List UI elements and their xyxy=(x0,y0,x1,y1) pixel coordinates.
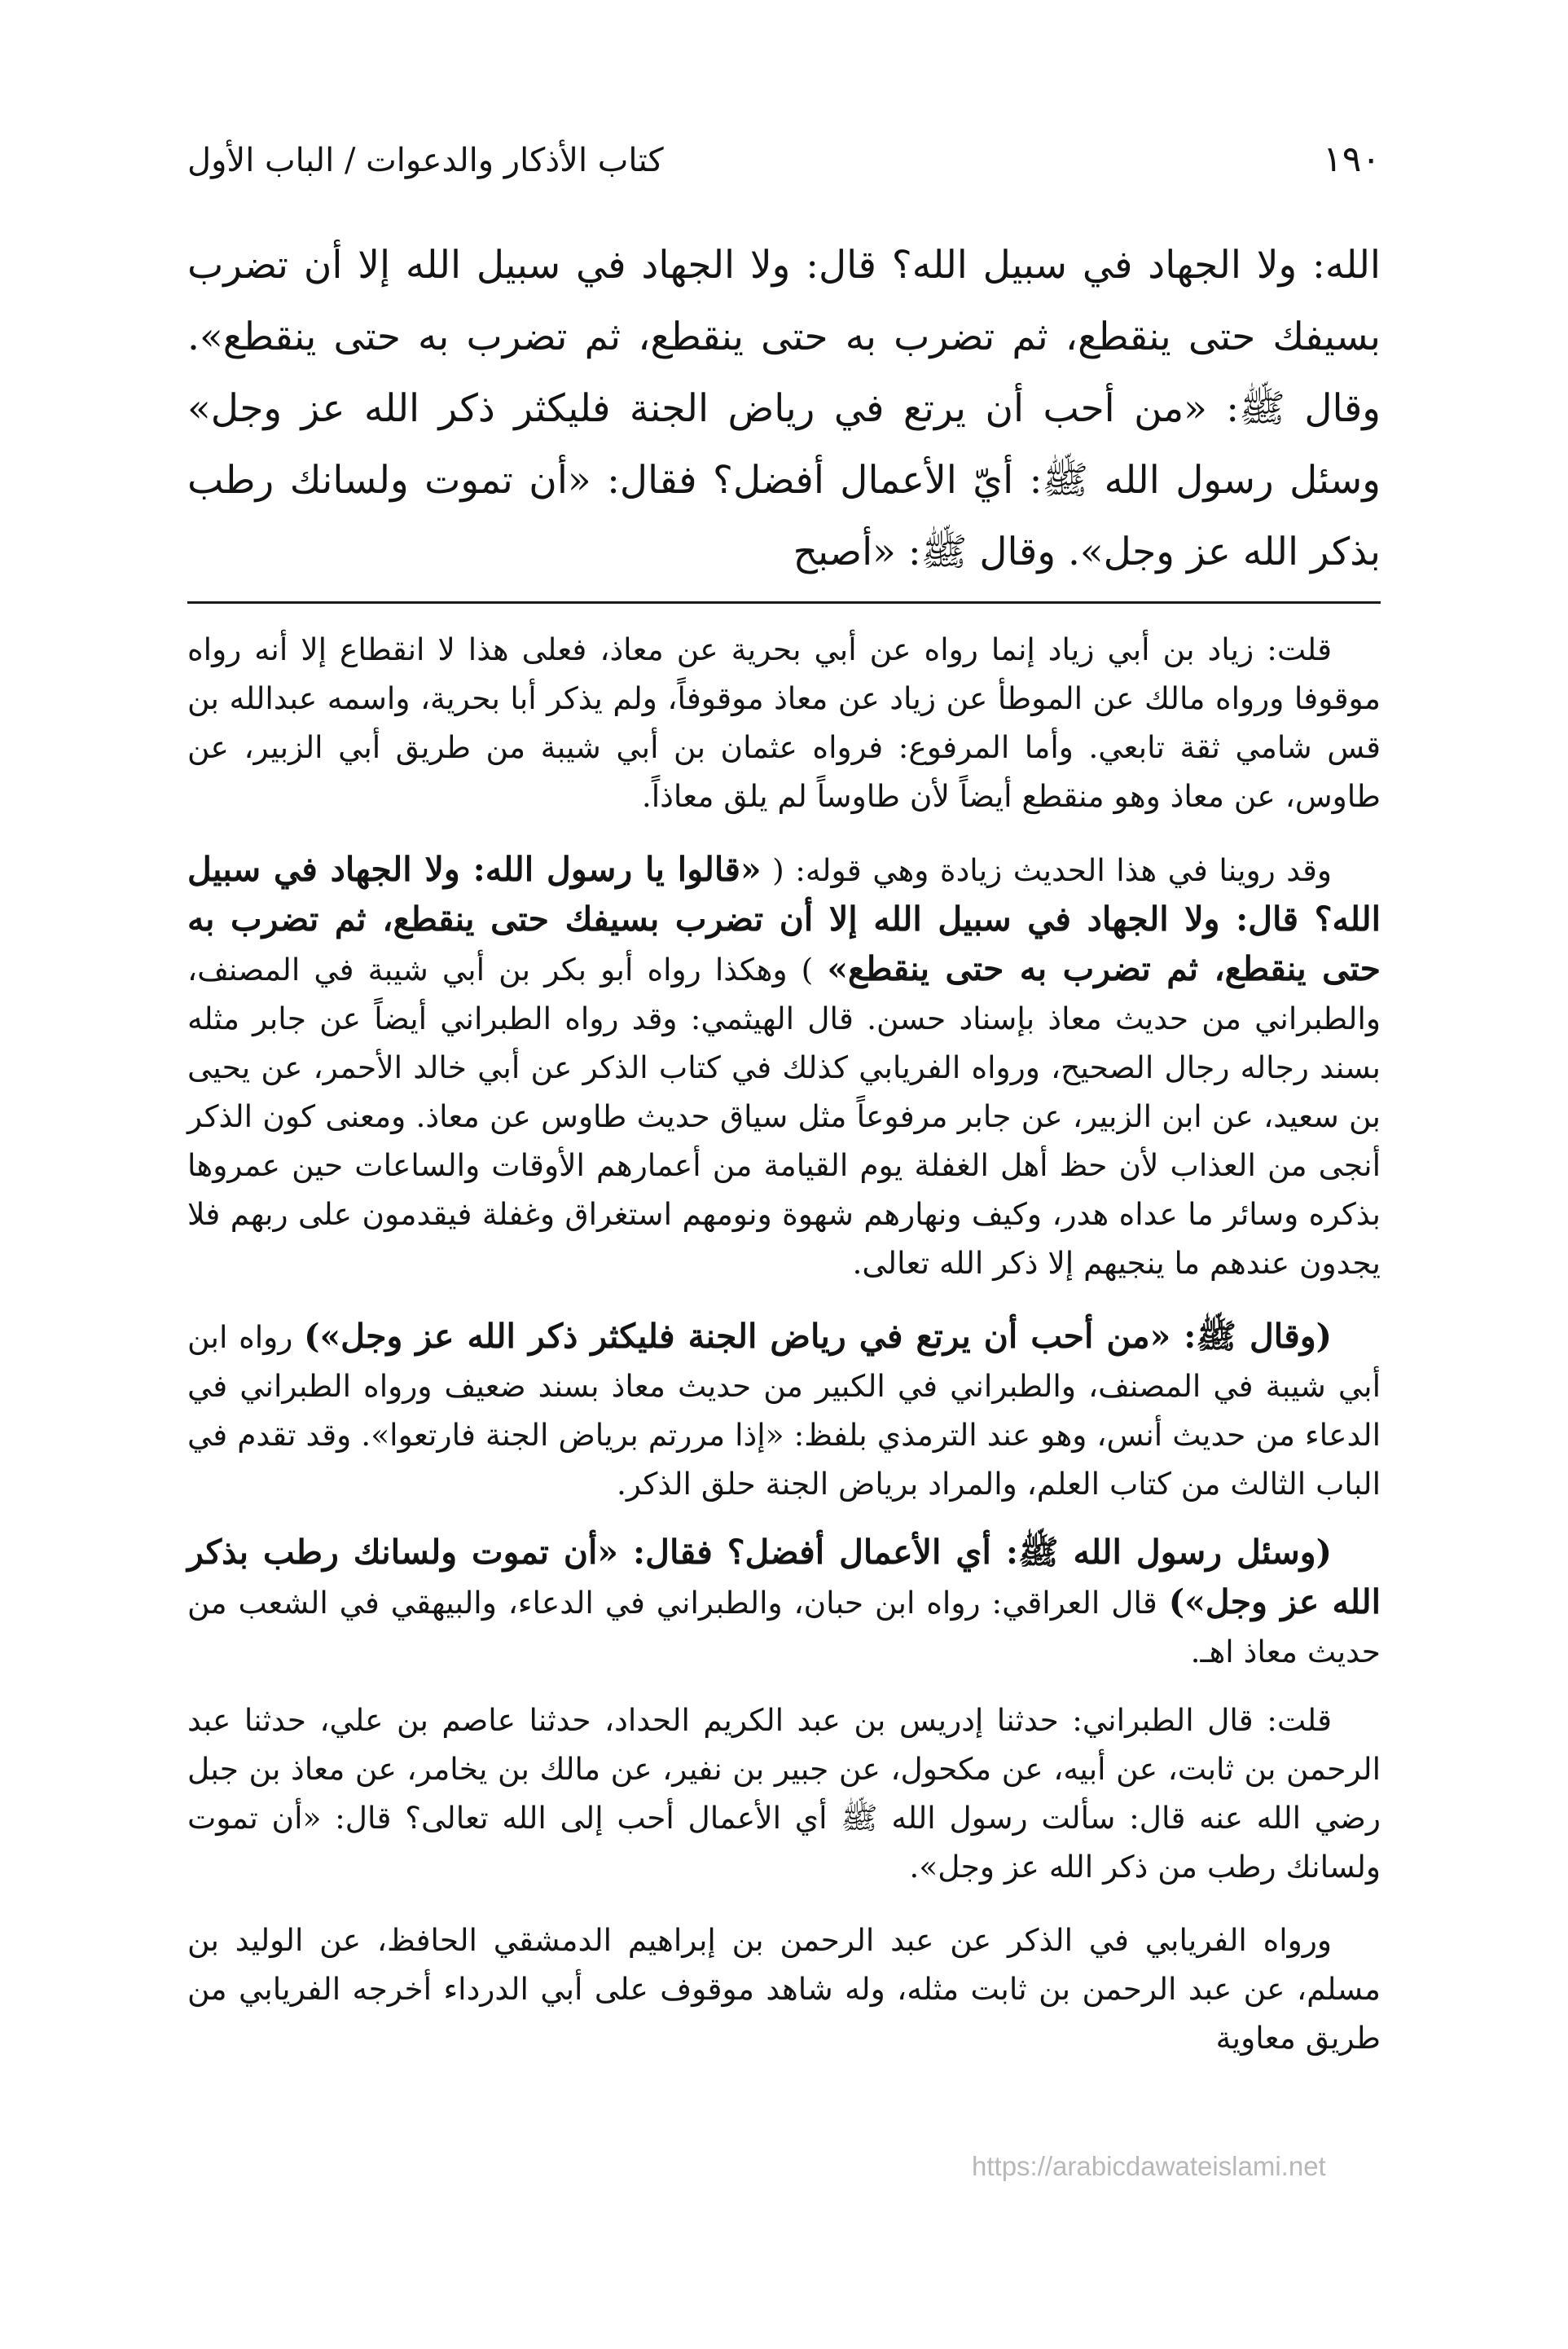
commentary-paragraph: قلت: قال الطبراني: حدثنا إدريس بن عبد الكريم الحداد، حدثنا عاصم بن علي، حدثنا عبد الرحمن بن ثابت، عن أبيه، عن مكحول، عن جبير بن نفير، عن مالك بن يخامر، عن معاذ بن جبل رضي الله عنه قال: سألت رسول الله ﷺ أي الأعمال أحب إلى الله تعالى؟ قال: «أن تموت ولسانك رطب من ذكر الله عز وجل». xyxy=(187,1702,1381,1885)
running-title: كتاب الأذكار والدعوات / الباب الأول xyxy=(187,142,664,179)
commentary xyxy=(187,625,1381,2062)
page-number: ١٩٠ xyxy=(1323,139,1381,180)
commentary-paragraph: قلت: زياد بن أبي زياد إنما رواه عن أبي بحرية عن معاذ، فعلى هذا لا انقطاع إلا أنه رواه موقوفا ورواه مالك عن الموطأ عن زياد عن معاذ موقوفاً، ولم يذكر أبا بحرية، واسمه عبدالله بن قس شامي ثقة تابعي. وأما المرفوع: فرواه عثمان بن أبي شيبة من طريق أبي الزبير، عن طاوس، عن معاذ وهو منقطع أيضاً لأن طاوساً لم يلق معاذاً. xyxy=(187,631,1381,814)
commentary-text: ) وهكذا رواه أبو بكر بن أبي شيبة في المصنف، والطبراني من حديث معاذ بإسناد حسن. قال الهيثمي: وقد رواه الطبراني أيضاً عن جابر مثله بسند رجاله رجال الصحيح، ورواه الفريابي كذلك في كتاب الذكر عن أبي خالد الأحمر، عن يحيى بن سعيد، عن ابن الزبير، عن جابر مرفوعاً مثل سياق حديث طاوس عن معاذ. ومعنى كون الذكر أنجى من العذاب لأن حظ أهل الغفلة يوم القيامة من أعمارهم الأوقات والساعات حين عمروها بذكره وسائر ما عداه هدر، وكيف ونهارهم شهوة ونومهم استغراق وغفلة فيقدمون على ربهم فلا يجدون عندهم ما ينجيهم إلا ذكر الله تعالى. xyxy=(187,952,1381,1281)
commentary-paragraph: ورواه الفريابي في الذكر عن عبد الرحمن بن إبراهيم الدمشقي الحافظ، عن الوليد بن مسلم، عن عبد الرحمن بن ثابت مثله، وله شاهد موقوف على أبي الدرداء أخرجه الفريابي من طريق معاوية xyxy=(187,1922,1381,2056)
quoted-hadith: (وسئل رسول الله ﷺ: أي الأعمال أفضل؟ فقال: «أن تموت ولسانك رطب بذكر الله عز وجل») xyxy=(187,1533,1381,1621)
watermark-url: https://arabicdawateislami.net xyxy=(972,2151,1326,2181)
quoted-hadith: (وقال ﷺ: «من أحب أن يرتع في رياض الجنة فليكثر ذكر الله عز وجل») xyxy=(304,1317,1333,1356)
running-header xyxy=(187,139,1381,196)
commentary-paragraph xyxy=(187,1312,1381,1508)
commentary-paragraph xyxy=(187,1528,1381,1676)
commentary-paragraph xyxy=(187,845,1381,1287)
commentary-text: قال العراقي: رواه ابن حبان، والطبراني في الدعاء، والبيهقي في الشعب من حديث معاذ اهـ. xyxy=(187,1585,1381,1669)
commentary-text: وقد روينا في هذا الحديث زيادة وهي قوله: ( xyxy=(772,852,1332,888)
commentary-text: رواه ابن أبي شيبة في المصنف، والطبراني في الكبير من حديث معاذ بسند ضعيف ورواه الطبراني في الدعاء من حديث أنس، وهو عند الترمذي بلفظ: «إذا مررتم برياض الجنة فارتعوا». وقد تقدم في الباب الثالث من كتاب العلم، والمراد برياض الجنة حلق الذكر. xyxy=(187,1319,1381,1502)
quoted-hadith: «قالوا يا رسول الله: ولا الجهاد في سبيل الله؟ قال: ولا الجهاد في سبيل الله إلا أن تضرب بسيفك حتى ينقطع، ثم تضرب به حتى ينقطع، ثم تضرب به حتى ينقطع» xyxy=(187,850,1381,988)
main-text: الله: ولا الجهاد في سبيل الله؟ قال: ولا الجهاد في سبيل الله إلا أن تضرب بسيفك حتى ينقطع، ثم تضرب به حتى ينقطع، ثم تضرب به حتى ينقطع». وقال ﷺ: «من أحب أن يرتع في رياض الجنة فليكثر ذكر الله عز وجل» وسئل رسول الله ﷺ: أيّ الأعمال أفضل؟ فقال: «أن تموت ولسانك رطب بذكر الله عز وجل». وقال ﷺ: «أصبح xyxy=(187,243,1381,574)
separator-rule xyxy=(187,601,1381,604)
